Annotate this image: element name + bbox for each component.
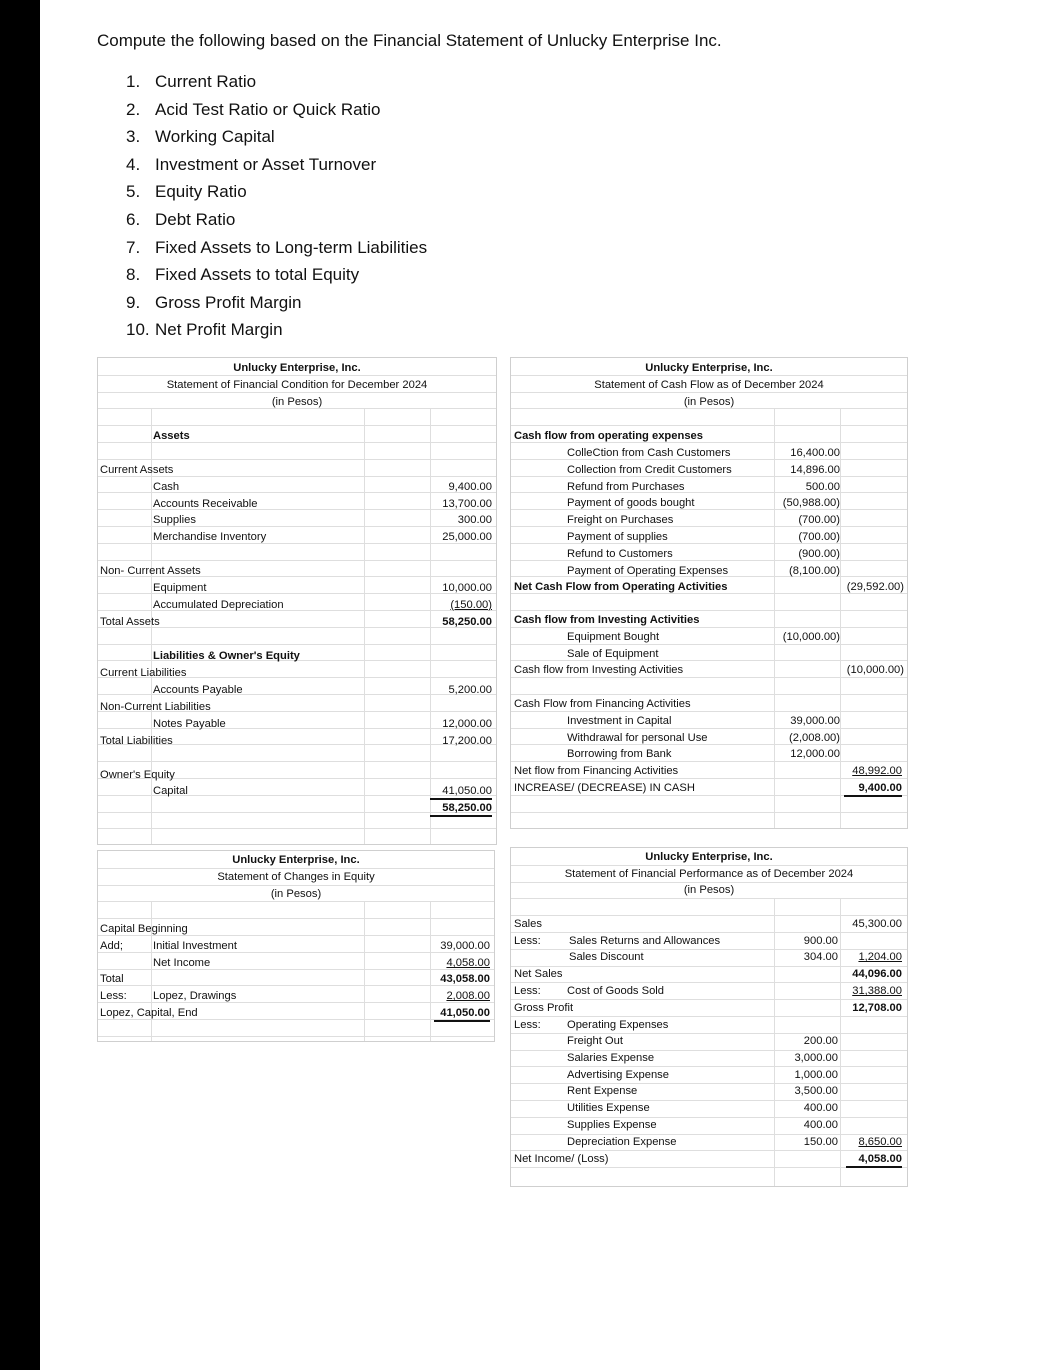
- expense-item-value: 400.00: [803, 1102, 838, 1115]
- net-income-loss-value: 4,058.00: [846, 1153, 902, 1168]
- grid-line: [511, 1033, 907, 1034]
- question-item: [126, 209, 427, 237]
- expense-item-label: Supplies Expense: [567, 1119, 657, 1131]
- grid-line: [98, 1036, 494, 1037]
- inventory-value: 25,000.00: [442, 531, 492, 543]
- instructions-text: Compute the following based on the Financial Statement of Unlucky Enterprise Inc.: [97, 31, 722, 50]
- operating-item-label: Payment of goods bought: [567, 497, 695, 510]
- operating-item-value: (700.00): [798, 531, 840, 543]
- expense-item-label: Utilities Expense: [567, 1102, 650, 1115]
- question-text: Net Profit Margin: [155, 320, 283, 340]
- net-operating-value: (29,592.00): [846, 581, 904, 593]
- grid-line: [98, 885, 494, 886]
- statement-of-financial-condition: [97, 357, 497, 845]
- noncurrent-assets-label: Non- Current Assets: [100, 565, 201, 577]
- expense-item-value: 200.00: [803, 1035, 838, 1047]
- operating-item-label: Freight on Purchases: [567, 514, 674, 527]
- question-number: 4.: [126, 154, 141, 174]
- net-operating-label: Net Cash Flow from Operating Activities: [514, 581, 728, 593]
- drawings-value: 2,008.00: [446, 990, 490, 1002]
- total-liabilities-value: 17,200.00: [442, 735, 492, 747]
- total-assets-label: Total Assets: [100, 616, 160, 628]
- operating-item-label: Refund from Purchases: [567, 480, 685, 493]
- question-text: Fixed Assets to total Equity: [155, 265, 360, 285]
- operating-item-value: (900.00): [798, 547, 840, 560]
- operating-item-label: ColleCtion from Cash Customers: [567, 447, 731, 459]
- grid-column-line: [774, 408, 775, 828]
- grid-line: [511, 1117, 907, 1118]
- capital-label: Capital: [153, 785, 188, 797]
- cash-label: Cash: [153, 481, 180, 493]
- grid-line: [511, 898, 907, 899]
- np-value: 12,000.00: [442, 718, 492, 730]
- capital-value: 41,050.00: [430, 785, 492, 800]
- grid-line: [511, 1016, 907, 1017]
- question-list: [126, 71, 427, 347]
- sce-unit: (in Pesos): [270, 888, 322, 900]
- supplies-label: Supplies: [153, 514, 196, 526]
- operating-item-label: Refund to Customers: [567, 547, 673, 560]
- scf-company: Unlucky Enterprise, Inc.: [645, 362, 773, 374]
- initial-investment-label: Initial Investment: [153, 940, 237, 952]
- question-number: 9.: [126, 292, 141, 312]
- expense-item-value: 1,000.00: [794, 1068, 838, 1081]
- less-label-3: Less:: [514, 1019, 541, 1031]
- equipment-label: Equipment: [153, 582, 207, 594]
- cash-value: 9,400.00: [448, 481, 492, 493]
- question-item: [126, 264, 427, 292]
- grid-line: [98, 425, 496, 426]
- sce-company: Unlucky Enterprise, Inc.: [232, 854, 360, 866]
- noncurrent-liabilities-label: Non-Current Liabilities: [100, 701, 211, 713]
- grid-column-line: [774, 898, 775, 1186]
- grid-line: [511, 1066, 907, 1067]
- cogs-label: Cost of Goods Sold: [567, 985, 665, 997]
- question-number: 7.: [126, 237, 141, 257]
- initial-investment-value: 39,000.00: [440, 940, 490, 952]
- question-text: Current Ratio: [155, 72, 257, 91]
- grid-line: [98, 901, 494, 902]
- question-item: [126, 99, 427, 127]
- investment-capital-value: 39,000.00: [790, 715, 840, 727]
- expense-item-value: 3,000.00: [794, 1051, 838, 1064]
- gross-profit-label: Gross Profit: [514, 1002, 574, 1014]
- grid-line: [511, 915, 907, 916]
- question-number: 3.: [126, 127, 141, 147]
- operating-item-value: (8,100.00): [789, 564, 840, 577]
- question-number: 8.: [126, 265, 141, 285]
- operating-item-label: Payment of supplies: [567, 531, 668, 543]
- equipment-value: 10,000.00: [442, 582, 492, 594]
- question-text: Equity Ratio: [155, 182, 247, 202]
- sfc-unit: (in Pesos): [271, 396, 323, 408]
- operating-item-value: (50,988.00): [782, 497, 840, 510]
- grid-line: [511, 778, 907, 779]
- total-opex-value: 8,650.00: [858, 1136, 902, 1148]
- investment-capital-label: Investment in Capital: [567, 715, 672, 727]
- capital-beginning-label: Capital Beginning: [100, 923, 188, 935]
- acc-dep-label: Accumulated Depreciation: [153, 599, 284, 611]
- liabilities-header: Liabilities & Owner's Equity: [153, 650, 300, 662]
- total-value: 43,058.00: [440, 973, 490, 985]
- grid-line: [98, 868, 494, 869]
- grid-line: [511, 1050, 907, 1051]
- ar-label: Accounts Receivable: [153, 498, 258, 510]
- withdrawal-value: (2,008.00): [789, 732, 840, 744]
- operating-item-label: Collection from Credit Customers: [567, 463, 732, 476]
- sfp-company: Unlucky Enterprise, Inc.: [645, 851, 773, 863]
- current-assets-label: Current Assets: [100, 464, 174, 476]
- supplies-value: 300.00: [457, 514, 492, 526]
- scf-title: Statement of Cash Flow as of December 2024: [594, 379, 824, 391]
- current-liabilities-label: Current Liabilities: [100, 667, 187, 679]
- grid-line: [511, 694, 907, 695]
- grid-line: [511, 982, 907, 983]
- question-number: 10.: [126, 320, 150, 340]
- statement-of-financial-performance: [510, 847, 908, 1187]
- question-number: 1.: [126, 72, 141, 91]
- increase-cash-value: 9,400.00: [844, 782, 902, 797]
- grid-line: [98, 761, 496, 762]
- operating-header: Cash flow from operating expenses: [514, 430, 703, 442]
- sfp-title: Statement of Financial Performance as of December 2024: [564, 868, 854, 880]
- add-label: Add;: [100, 940, 124, 952]
- expense-item-label: Freight Out: [567, 1035, 623, 1047]
- grid-line: [98, 560, 496, 561]
- less-label-2: Less:: [514, 985, 541, 997]
- increase-cash-label: INCREASE/ (DECREASE) IN CASH: [514, 782, 695, 794]
- statement-of-changes-in-equity: [97, 850, 495, 1042]
- net-investing-label: Cash flow from Investing Activities: [514, 664, 684, 676]
- grid-line: [511, 812, 907, 813]
- grid-line: [98, 644, 496, 645]
- capital-end-label: Lopez, Capital, End: [100, 1007, 198, 1019]
- sales-value: 45,300.00: [852, 918, 902, 930]
- grid-line: [511, 610, 907, 611]
- total-label: Total: [100, 973, 124, 985]
- grid-line: [511, 761, 907, 762]
- borrowing-value: 12,000.00: [790, 748, 840, 760]
- grid-line: [511, 865, 907, 866]
- expense-item-label: Rent Expense: [567, 1085, 638, 1098]
- returns-label: Sales Returns and Allowances: [569, 935, 721, 947]
- grid-line: [511, 425, 907, 426]
- question-text: Acid Test Ratio or Quick Ratio: [155, 99, 381, 119]
- net-sales-value: 44,096.00: [852, 968, 902, 980]
- grid-line: [98, 918, 494, 919]
- question-text: Fixed Assets to Long-term Liabilities: [155, 237, 428, 257]
- grid-column-line: [430, 901, 431, 1041]
- question-text: Debt Ratio: [155, 209, 236, 229]
- net-income-value: 4,058.00: [446, 957, 490, 969]
- statement-of-cash-flow: [510, 357, 908, 829]
- total-le-value: 58,250.00: [430, 802, 492, 817]
- equipment-bought-label: Equipment Bought: [567, 631, 660, 643]
- operating-item-label: Payment of Operating Expenses: [567, 564, 729, 577]
- expense-item-value: 400.00: [803, 1119, 838, 1131]
- investing-header: Cash flow from Investing Activities: [514, 614, 700, 626]
- discount-value: 304.00: [803, 951, 838, 963]
- cogs-value: 31,388.00: [852, 985, 902, 997]
- grid-column-line: [364, 901, 365, 1041]
- net-income-loss-label: Net Income/ (Loss): [514, 1153, 609, 1165]
- grid-line: [511, 882, 907, 883]
- question-number: 2.: [126, 99, 141, 119]
- expense-item-label: Salaries Expense: [567, 1051, 655, 1064]
- question-number: 6.: [126, 209, 141, 229]
- grid-line: [511, 966, 907, 967]
- withdrawal-label: Withdrawal for personal Use: [567, 732, 708, 744]
- gross-profit-value: 12,708.00: [852, 1002, 902, 1014]
- sfp-unit: (in Pesos): [683, 884, 735, 896]
- capital-end-value: 41,050.00: [434, 1007, 490, 1022]
- operating-item-value: 14,896.00: [790, 463, 840, 476]
- net-income-label: Net Income: [153, 957, 211, 969]
- expense-item-value: 3,500.00: [794, 1085, 838, 1098]
- sfc-company: Unlucky Enterprise, Inc.: [233, 362, 361, 374]
- question-item: [126, 237, 427, 265]
- operating-item-value: 500.00: [805, 480, 840, 493]
- grid-line: [511, 677, 907, 678]
- financing-header: Cash Flow from Financing Activities: [514, 698, 691, 710]
- sales-label: Sales: [514, 918, 542, 930]
- expense-item-label: Depreciation Expense: [567, 1135, 677, 1148]
- operating-item-value: 16,400.00: [790, 447, 840, 459]
- grid-line: [511, 1150, 907, 1151]
- net-financing-value: 48,992.00: [852, 765, 902, 777]
- ap-value: 5,200.00: [448, 684, 492, 696]
- question-item: [126, 292, 427, 320]
- operating-item-value: (700.00): [798, 514, 840, 527]
- sfc-title: Statement of Financial Condition for December 2024: [166, 379, 428, 391]
- less-label: Less:: [100, 990, 127, 1002]
- returns-value: 900.00: [803, 935, 838, 947]
- grid-line: [511, 1083, 907, 1084]
- total-liabilities-label: Total Liabilities: [100, 735, 173, 747]
- grid-line: [511, 999, 907, 1000]
- question-item: [126, 126, 427, 154]
- owners-equity-label: Owner's Equity: [100, 769, 175, 781]
- question-item: [126, 319, 427, 347]
- net-financing-label: Net flow from Financing Activities: [514, 765, 679, 777]
- acc-dep-value: (150.00): [450, 599, 492, 611]
- drawings-label: Lopez, Drawings: [153, 990, 237, 1002]
- less-label-1: Less:: [514, 935, 541, 947]
- grid-line: [511, 1100, 907, 1101]
- grid-line: [98, 828, 496, 829]
- opex-label: Operating Expenses: [567, 1019, 669, 1031]
- total-assets-value: 58,250.00: [442, 616, 492, 628]
- grid-line: [511, 1134, 907, 1135]
- grid-column-line: [840, 408, 841, 828]
- grid-line: [511, 932, 907, 933]
- question-number: 5.: [126, 182, 141, 202]
- expense-item-value: 150.00: [803, 1135, 838, 1148]
- grid-line: [98, 459, 496, 460]
- assets-header: Assets: [153, 430, 190, 442]
- question-text: Working Capital: [155, 127, 275, 147]
- net-investing-value: (10,000.00): [846, 664, 904, 676]
- sce-title: Statement of Changes in Equity: [217, 871, 375, 883]
- expense-item-label: Advertising Expense: [567, 1068, 669, 1081]
- question-item: [126, 71, 427, 99]
- grid-column-line: [840, 898, 841, 1186]
- question-item: [126, 181, 427, 209]
- question-item: [126, 154, 427, 182]
- sale-equipment-label: Sale of Equipment: [567, 648, 659, 660]
- inventory-label: Merchandise Inventory: [153, 531, 267, 543]
- borrowing-label: Borrowing from Bank: [567, 748, 672, 760]
- question-text: Gross Profit Margin: [155, 292, 302, 312]
- question-text: Investment or Asset Turnover: [155, 154, 377, 174]
- scf-unit: (in Pesos): [683, 396, 735, 408]
- deductions-value: 1,204.00: [858, 951, 902, 963]
- ar-value: 13,700.00: [442, 498, 492, 510]
- discount-label: Sales Discount: [569, 951, 644, 963]
- net-sales-label: Net Sales: [514, 968, 563, 980]
- ap-label: Accounts Payable: [153, 684, 243, 696]
- np-label: Notes Payable: [153, 718, 226, 730]
- grid-line: [98, 985, 494, 986]
- equipment-bought-value: (10,000.00): [782, 631, 840, 643]
- grid-line: [511, 949, 907, 950]
